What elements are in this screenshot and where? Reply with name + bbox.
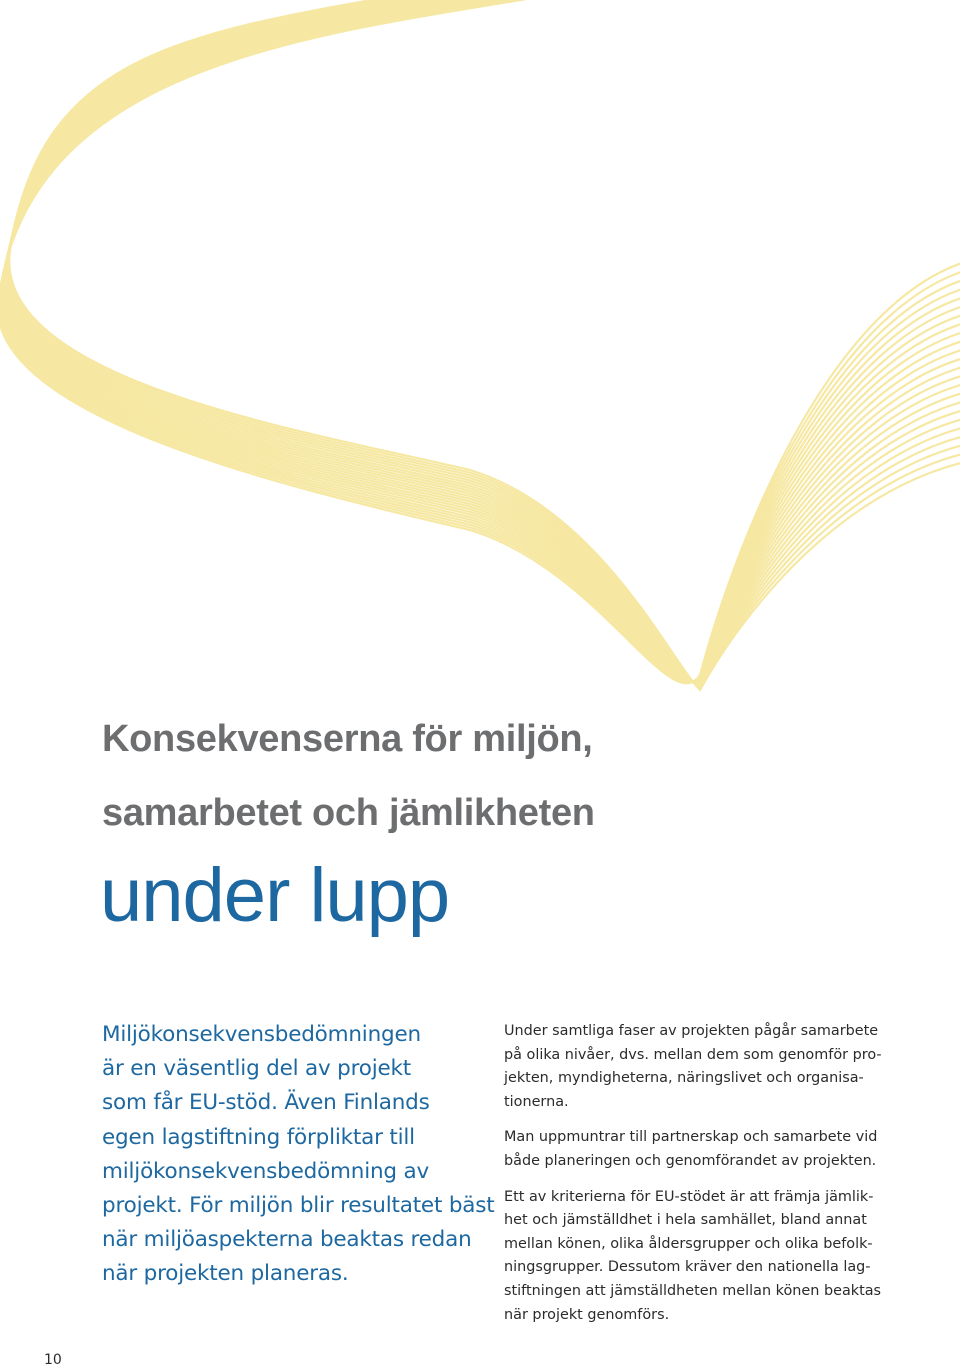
body-line: Under samtliga faser av projekten pågår samarbete [504, 1023, 879, 1039]
body-line: på olika nivåer, dvs. mellan dem som genomför pro- [504, 1046, 882, 1063]
body-text-column [504, 1020, 894, 1339]
wave-line [3, 0, 960, 683]
wave-line [0, 0, 960, 682]
wave-line [1, 0, 960, 682]
wave-line [8, 0, 960, 688]
body-line: Ett av kriterierna för EU-stödet är att främja jämlik- [504, 1188, 874, 1205]
wave-line [2, 0, 960, 682]
lead-paragraph [102, 1018, 495, 1292]
wave-line [7, 0, 960, 687]
page-number: 10 [44, 1352, 62, 1368]
body-line: ningsgrupper. Dessutom kräver den nationella lag- [504, 1259, 871, 1276]
body-line: stiftningen att jämställdheten mellan könen beaktas [504, 1282, 882, 1299]
lead-line: miljökonsekvensbedömning av [102, 1158, 429, 1184]
lead-line: när projekten planeras. [102, 1261, 349, 1287]
body-paragraph-collaboration [504, 1020, 894, 1114]
body-paragraph-partnership [504, 1126, 894, 1173]
lead-line: projekt. För miljön blir resultatet bäst [102, 1193, 495, 1219]
wave-line [9, 0, 960, 690]
body-line: jekten, myndigheterna, näringslivet och organisa- [504, 1070, 864, 1087]
page-title-line-2: samarbetet och jämlikheten [102, 792, 595, 834]
body-line: het och jämställdhet i hela samhället, bland annat [504, 1212, 867, 1229]
wave-line [7, 0, 960, 687]
wave-line [8, 0, 960, 689]
lead-line: när miljöaspekterna beaktas redan [102, 1227, 472, 1253]
body-line: både planeringen och genomförandet av projekten. [504, 1152, 877, 1169]
wave-line [4, 0, 960, 683]
body-line: tionerna. [504, 1093, 569, 1110]
lead-line: som får EU-stöd. Även Finlands [102, 1090, 430, 1116]
wave-line [4, 0, 960, 684]
wave-line [0, 0, 960, 683]
wave-line [0, 0, 960, 682]
body-line: Man uppmuntrar till partnerskap och samarbete vid [504, 1129, 878, 1146]
wave-line [5, 0, 960, 684]
lead-line: egen lagstiftning förpliktar till [102, 1124, 415, 1150]
body-line: när projekt genomförs. [504, 1306, 670, 1323]
wave-line [3, 0, 960, 682]
lead-line: Miljökonsekvensbedömningen [102, 1022, 421, 1047]
wave-line [5, 0, 960, 685]
wave-line [2, 0, 960, 682]
wave-line [0, 0, 960, 683]
page-title-line-1: Konsekvenserna för miljön, [102, 718, 593, 760]
wave-line [0, 0, 960, 683]
lead-line: är en väsentlig del av projekt [102, 1056, 412, 1082]
wave-line [0, 0, 960, 682]
page-subtitle: under lupp [100, 853, 450, 938]
wave-line [6, 0, 960, 686]
body-paragraph-equality [504, 1186, 894, 1328]
body-line: mellan könen, olika åldersgrupper och olika befolk- [504, 1235, 873, 1252]
wave-line [6, 0, 960, 685]
wave-line [9, 0, 960, 689]
wave-line [1, 0, 960, 682]
